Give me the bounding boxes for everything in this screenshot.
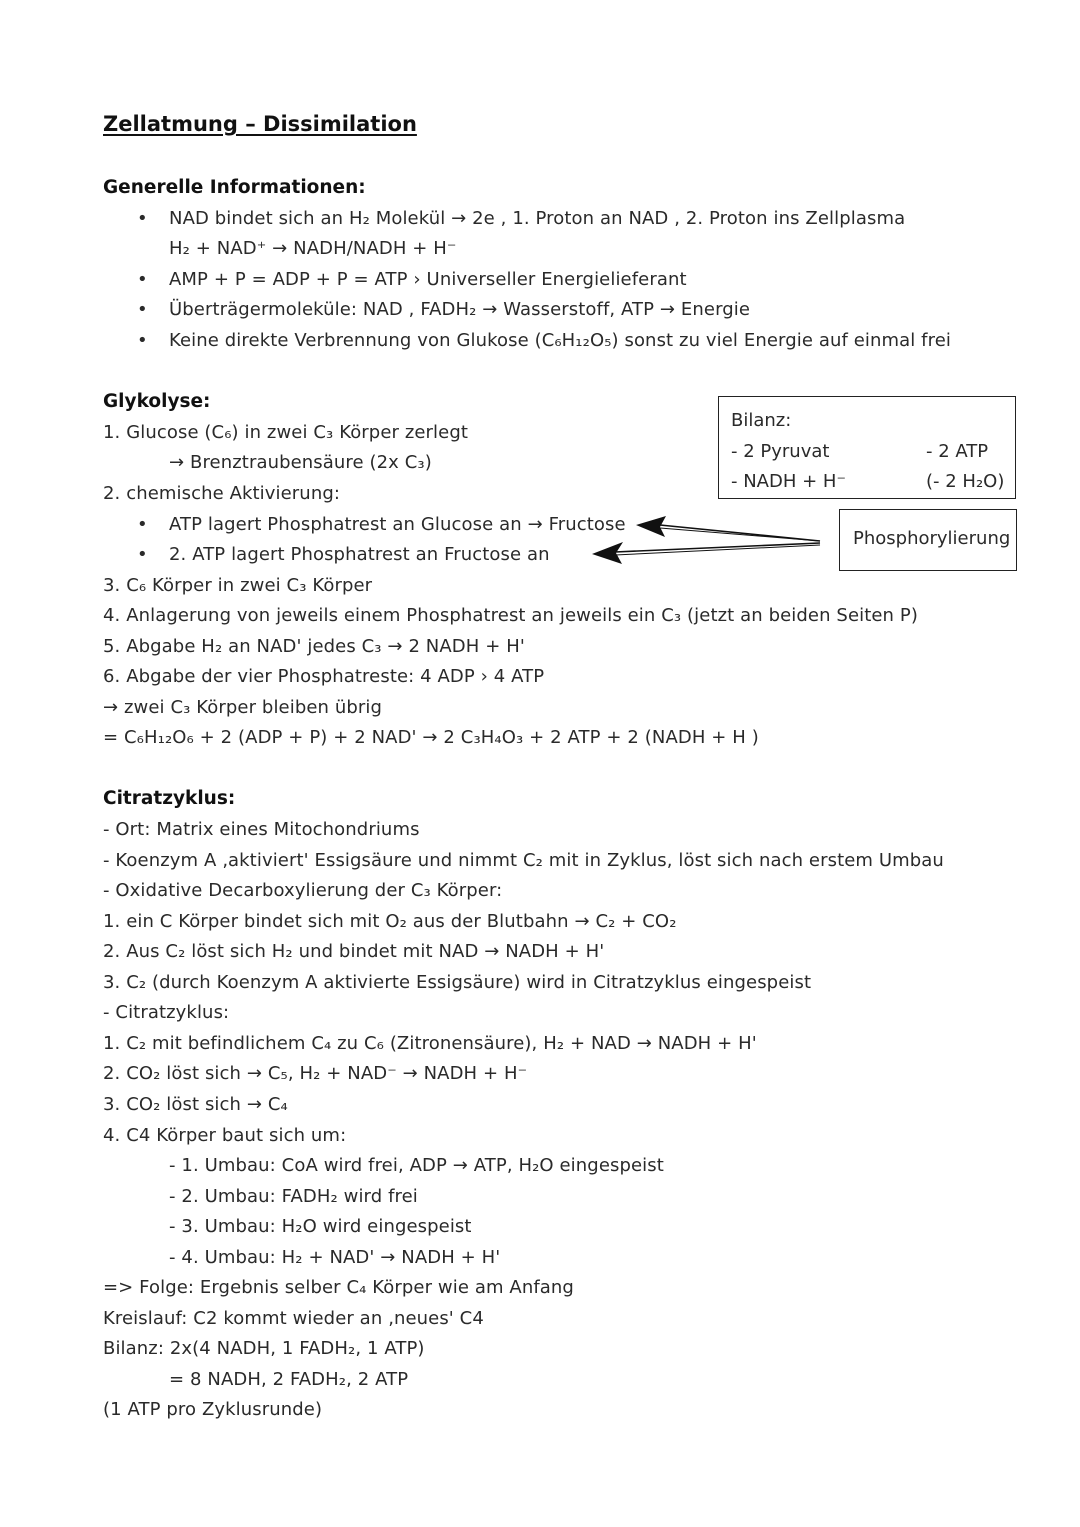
glycolysis-line-3: 2. chemische Aktivierung: (103, 483, 341, 504)
bullet-icon: • (137, 544, 148, 565)
heading-citrate: Citratzyklus: (103, 788, 236, 809)
bullet-icon: • (137, 208, 148, 229)
glycolysis-line-4: ATP lagert Phosphatrest an Glucose an → Fructose (169, 514, 626, 535)
bilanz-atp: - 2 ATP (926, 441, 989, 462)
glycolysis-line-11: = C₆H₁₂O₆ + 2 (ADP + P) + 2 NAD' → 2 C₃H₄O₃ + 2 ATP + 2 (NADH + H ) (103, 727, 759, 748)
citrate-line-12: - 1. Umbau: CoA wird frei, ADP → ATP, H₂O eingespeist (169, 1155, 664, 1176)
glycolysis-line-1: 1. Glucose (C₆) in zwei C₃ Körper zerlegt (103, 422, 469, 443)
general-line-3: AMP + P = ADP + P = ATP › Universeller Energielieferant (169, 269, 687, 290)
citrate-line-2: - Koenzym A ‚aktiviert' Essigsäure und nimmt C₂ mit in Zyklus, löst sich nach erstem Umbau (103, 850, 944, 871)
citrate-line-20: (1 ATP pro Zyklusrunde) (103, 1399, 323, 1420)
citrate-line-6: 3. C₂ (durch Koenzym A aktivierte Essigsäure) wird in Citratzyklus eingespeist (103, 972, 812, 993)
glycolysis-line-7: 4. Anlagerung von jeweils einem Phosphatrest an jeweils ein C₃ (jetzt an beiden Seiten P) (103, 605, 918, 626)
page-title: Zellatmung – Dissimilation (103, 112, 417, 136)
bullet-icon: • (137, 299, 148, 320)
glycolysis-line-10: → zwei C₃ Körper bleiben übrig (103, 697, 383, 718)
citrate-line-1: - Ort: Matrix eines Mitochondriums (103, 819, 420, 840)
citrate-line-15: - 4. Umbau: H₂ + NAD' → NADH + H' (169, 1247, 501, 1268)
glycolysis-line-9: 6. Abgabe der vier Phosphatreste: 4 ADP › 4 ATP (103, 666, 545, 687)
bullet-icon: • (137, 514, 148, 535)
citrate-line-9: 2. CO₂ löst sich → C₅, H₂ + NAD⁻ → NADH + H⁻ (103, 1063, 528, 1084)
citrate-line-3: - Oxidative Decarboxylierung der C₃ Körper: (103, 880, 503, 901)
general-line-2: H₂ + NAD⁺ → NADH/NADH + H⁻ (169, 238, 457, 259)
citrate-line-11: 4. C4 Körper baut sich um: (103, 1125, 347, 1146)
heading-general: Generelle Informationen: (103, 177, 366, 198)
general-line-5: Keine direkte Verbrennung von Glukose (C₆H₁₂O₅) sonst zu viel Energie auf einmal frei (169, 330, 951, 351)
citrate-line-16: => Folge: Ergebnis selber C₄ Körper wie am Anfang (103, 1277, 574, 1298)
bilanz-nadh: - NADH + H⁻ (731, 471, 846, 492)
bullet-icon: • (137, 269, 148, 290)
citrate-line-4: 1. ein C Körper bindet sich mit O₂ aus der Blutbahn → C₂ + CO₂ (103, 911, 677, 932)
glycolysis-line-6: 3. C₆ Körper in zwei C₃ Körper (103, 575, 373, 596)
citrate-line-7: - Citratzyklus: (103, 1002, 230, 1023)
glycolysis-line-8: 5. Abgabe H₂ an NAD' jedes C₃ → 2 NADH + H' (103, 636, 525, 657)
citrate-line-8: 1. C₂ mit befindlichem C₄ zu C₆ (Zitronensäure), H₂ + NAD → NADH + H' (103, 1033, 757, 1054)
bilanz-water: (- 2 H₂O) (926, 471, 1005, 492)
citrate-line-19: = 8 NADH, 2 FADH₂, 2 ATP (169, 1369, 409, 1390)
bilanz-pyruvat: - 2 Pyruvat (731, 441, 830, 462)
citrate-line-5: 2. Aus C₂ löst sich H₂ und bindet mit NAD → NADH + H' (103, 941, 605, 962)
citrate-line-10: 3. CO₂ löst sich → C₄ (103, 1094, 288, 1115)
glycolysis-line-2: → Brenztraubensäure (2x C₃) (169, 452, 432, 473)
glycolysis-line-5: 2. ATP lagert Phosphatrest an Fructose an (169, 544, 550, 565)
citrate-line-17: Kreislauf: C2 kommt wieder an ‚neues' C4 (103, 1308, 484, 1329)
bullet-icon: • (137, 330, 148, 351)
general-line-1: NAD bindet sich an H₂ Molekül → 2e , 1. Proton an NAD , 2. Proton ins Zellplasma (169, 208, 906, 229)
citrate-line-14: - 3. Umbau: H₂O wird eingespeist (169, 1216, 472, 1237)
citrate-line-13: - 2. Umbau: FADH₂ wird frei (169, 1186, 418, 1207)
general-line-4: Überträgermoleküle: NAD , FADH₂ → Wasserstoff, ATP → Energie (169, 299, 751, 320)
citrate-line-18: Bilanz: 2x(4 NADH, 1 FADH₂, 1 ATP) (103, 1338, 425, 1359)
bilanz-title: Bilanz: (731, 410, 792, 431)
phosphorylierung-label: Phosphorylierung (853, 528, 1011, 549)
heading-glycolysis: Glykolyse: (103, 391, 211, 412)
